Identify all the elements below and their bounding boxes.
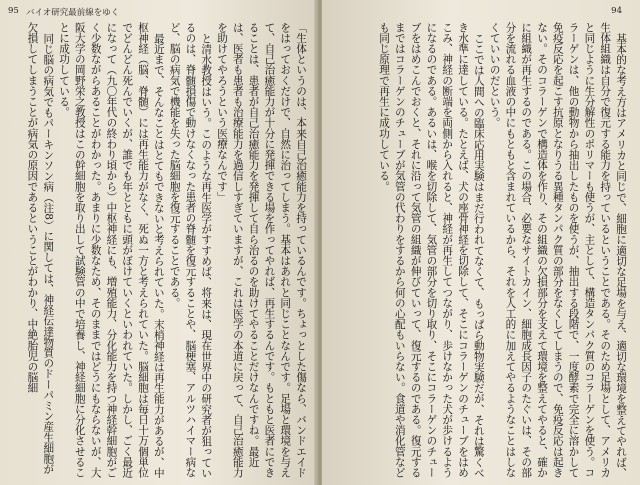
left-body-text [12, 22, 308, 478]
paragraph: 最近まで、そんなことはとてもできないと考えられていた。末梢神経は再生能力があるが、中枢神経（脳、脊髄）には再生能力がなく、死ぬ一方と考えられていた。脳細胞は毎日十万個単位でどんどん死んでいくが、誰でも年とともに頭がぼけていくといわれていた。しかし、ごく最近になって（九〇年代の終わり頃から）中枢神経にも、増殖能力、分化能力を持つ神経幹細胞がごく少数ながらあることがわかった。あまりに少数なため、そのままではどうにもならないが、大阪大学の岡野栄之教授はこの幹細胞を取り出して試験管の中で培養し、神経細胞に分化させることに成功している。 [58, 22, 165, 478]
left-page [0, 0, 318, 485]
paragraph: 「生体というのは、本来自己治癒能力を持っているんです。ちょっとした傷なら、バンドエイドをはっておくだけで、自然に治ってしまう。基本はあれと同じことなんです。足場と環境を与えて、自己治癒能力が十分に発揮できる場を作ってやれば、再生するんです。もともと医者にできることは、患者が自己治癒能力を発揮して自ら治るのを助けてやることだけなんですね。最近は、医者も患者も治療能力を過信しすぎていますが、これは医学の本道に戻って、自己治癒能力を助けてやろうという医療なんです」 [216, 22, 307, 478]
paragraph: ここでは人間への臨床応用実験はまだ行われてなくて、もっぱら動物実験だが、それは驚くべき水準に達している。たとえば、犬の座骨神経を切除して、そこにコラーゲンのチューブをはめこみ、神経の断端を両側から入れると、神経が再生してつながり、歩けなかった犬が歩けるようになるのである。あるいは、喉を切除して、気管の部分を切り取り、そこにコラーゲンのチューブをはめこんでおくと、それに沿って気管の組織が伸びていって、復元するのである。復元するまではコラーゲンのチューブが気管の代わりをするから何の心配もいらない。食道や消化管なども同じ原理で再生に成功している。 [378, 22, 485, 478]
paragraph: と清水教授はいう。このような再生医学がすすめば、将来は、現在世界中の研究者が狙っているのは、脊髄損傷で動けなくなった患者の脊髄を復元することや、脳梗塞、アルツハイマー病など、脳の病気で機能を失った脳細胞を復元することである。 [168, 22, 213, 478]
right-body-text [332, 22, 628, 478]
right-page [322, 0, 640, 485]
page-number: 95 [8, 6, 19, 16]
paragraph: 同じ脳の病気でもパーキンソン病（注8）に関しては、神経伝達物質のドーパミン産生細胞が欠損してしまうことが病気の原因であるということがわかり、中絶胎児の脳細 [26, 22, 55, 474]
page-number: 94 [611, 6, 622, 16]
running-head: バイオ研究最前線をゆく [26, 8, 120, 18]
paragraph: 基本的な考え方はアメリカと同じで、細胞に適切な足場を与え、適切な環境を整えてやれば、生体組織は自分で復元する能力を持っているということである。そのため足場として、アメリカと同じように生分解性のポリマーも使うが、主として、構造タンパク質のコラーゲンを使う。コラーゲンは、他の動物から抽出したものを使うが、抽出する段階で、一度酵素で完全に溶かして免疫反応を起こす抗原となりうる異種タンパク質の部分をなくしてしまうので、免疫反応は起きない。そのコラーゲンで構造体を作り、その組織の欠損部分を支えて環境を整えてやると、確かに組織が再生するのである。この場合、必要なサイトカイン、細胞成長因子のたぐいは、その部分を流れる血液の中にもともと含まれているから、それを人工的に加えてやるようなことはしなくていいのだという。 [488, 22, 627, 478]
